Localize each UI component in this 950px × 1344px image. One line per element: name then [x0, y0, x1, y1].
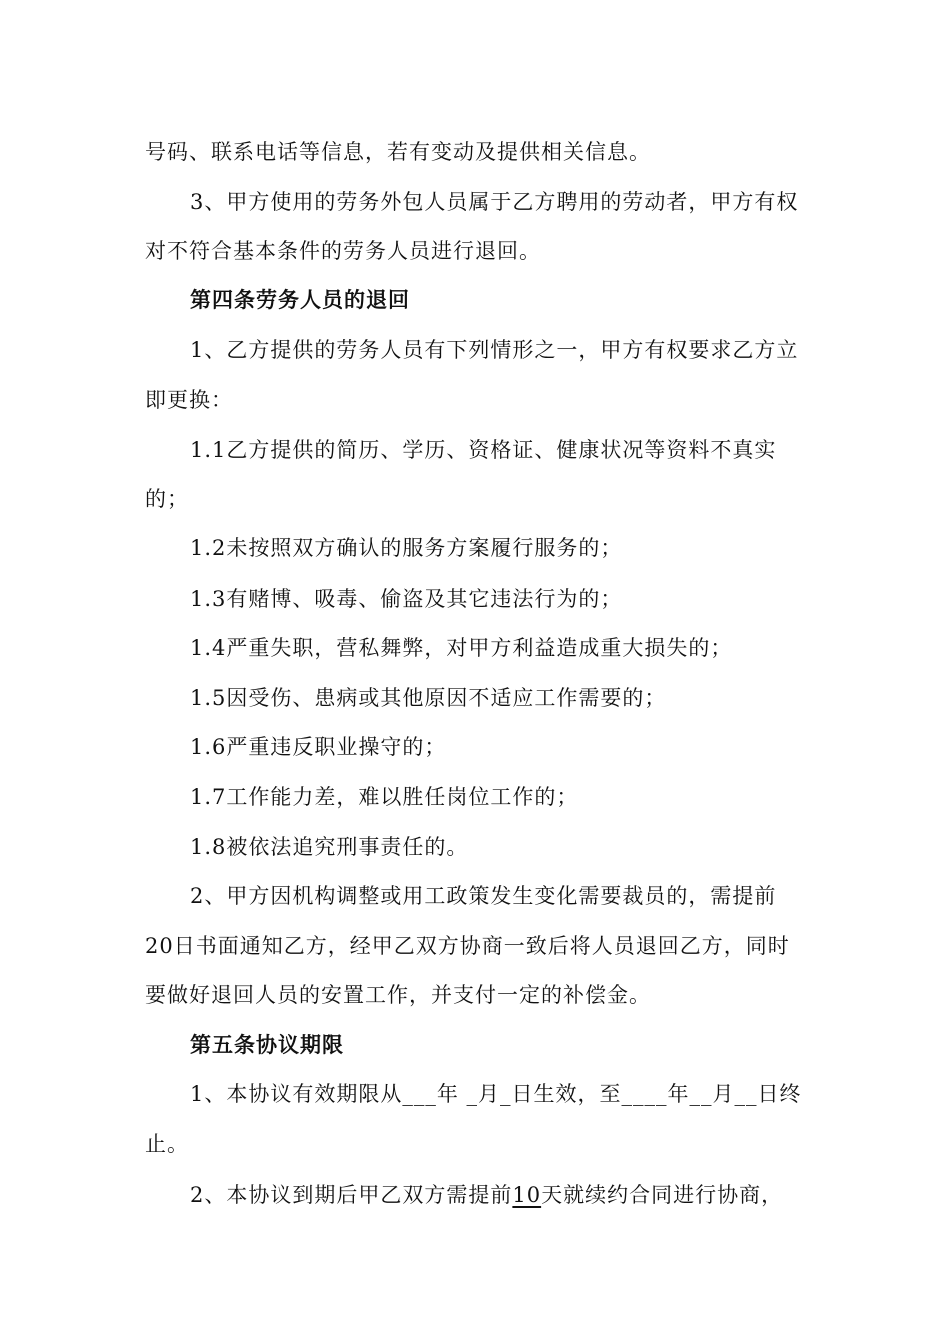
list-item: 1.2未按照双方确认的服务方案履行服务的； — [190, 536, 623, 560]
paragraph-line: 即更换： — [145, 388, 233, 412]
text-span: 天就续约合同进行协商， — [541, 1183, 784, 1207]
paragraph-line: 1、乙方提供的劳务人员有下列情形之一，甲方有权要求乙方立 — [190, 338, 799, 362]
paragraph-line: 2、甲方因机构调整或用工政策发生变化需要裁员的，需提前 — [190, 884, 777, 908]
paragraph-line — [190, 1181, 783, 1209]
paragraph-line: 要做好退回人员的安置工作，并支付一定的补偿金。 — [145, 983, 651, 1007]
list-item: 1.6严重违反职业操守的； — [190, 735, 447, 759]
section-heading: 第五条协议期限 — [190, 1032, 344, 1057]
paragraph-line: 止。 — [145, 1132, 189, 1156]
list-item: 1.5因受伤、患病或其他原因不适应工作需要的； — [190, 686, 667, 710]
paragraph-line: 1.1乙方提供的简历、学历、资格证、健康状况等资料不真实 — [190, 438, 777, 462]
paragraph-line: 对不符合基本条件的劳务人员进行退回。 — [145, 239, 541, 263]
paragraph-line: 的； — [145, 487, 189, 511]
list-item: 1.7工作能力差，难以胜任岗位工作的； — [190, 785, 579, 809]
paragraph-line: 3、甲方使用的劳务外包人员属于乙方聘用的劳动者，甲方有权 — [190, 190, 799, 214]
list-item: 1.8被依法追究刑事责任的。 — [190, 835, 469, 859]
underlined-number: 10 — [512, 1183, 542, 1207]
text-span: 2、本协议到期后甲乙双方需提前 — [190, 1183, 513, 1207]
list-item: 1.4严重失职，营私舞弊，对甲方利益造成重大损失的； — [190, 636, 733, 660]
section-heading: 第四条劳务人员的退回 — [190, 287, 410, 312]
list-item: 1.3有赌博、吸毒、偷盗及其它违法行为的； — [190, 587, 623, 611]
paragraph-line: 1、本协议有效期限从___年 _月_日生效，至____年__月__日终 — [190, 1082, 802, 1106]
paragraph-line: 20日书面通知乙方，经甲乙双方协商一致后将人员退回乙方，同时 — [145, 934, 790, 958]
paragraph-line: 号码、联系电话等信息，若有变动及提供相关信息。 — [145, 140, 651, 164]
